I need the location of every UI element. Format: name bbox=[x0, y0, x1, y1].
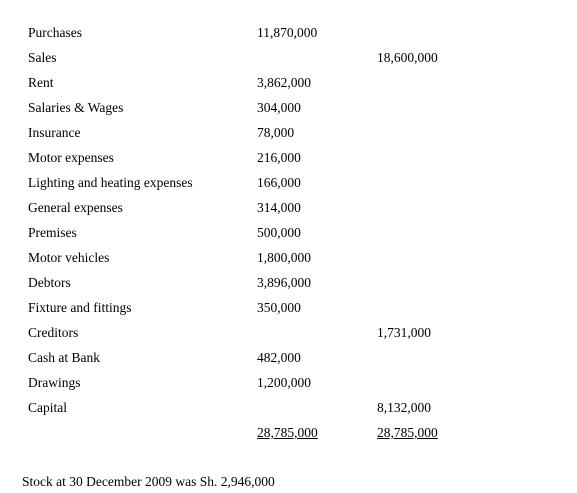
debit-amount: 482,000 bbox=[257, 350, 301, 365]
account-name: Debtors bbox=[28, 275, 71, 290]
credit-amount: 18,600,000 bbox=[377, 50, 438, 65]
table-row bbox=[0, 375, 577, 395]
account-name: Fixture and fittings bbox=[28, 300, 132, 315]
table-row bbox=[0, 150, 577, 170]
table-row bbox=[0, 400, 577, 420]
account-name: Salaries & Wages bbox=[28, 100, 124, 115]
table-row bbox=[0, 175, 577, 195]
account-name: Motor vehicles bbox=[28, 250, 110, 265]
table-row bbox=[0, 275, 577, 295]
table-row bbox=[0, 350, 577, 370]
stock-note: Stock at 30 December 2009 was Sh. 2,946,000 bbox=[22, 474, 275, 489]
debit-amount: 304,000 bbox=[257, 100, 301, 115]
debit-amount: 350,000 bbox=[257, 300, 301, 315]
debit-amount: 314,000 bbox=[257, 200, 301, 215]
debit-amount: 500,000 bbox=[257, 225, 301, 240]
table-row bbox=[0, 125, 577, 145]
account-name: Cash at Bank bbox=[28, 350, 100, 365]
debit-amount: 1,200,000 bbox=[257, 375, 311, 390]
table-row bbox=[0, 25, 577, 45]
credit-amount: 1,731,000 bbox=[377, 325, 431, 340]
account-name: Creditors bbox=[28, 325, 79, 340]
account-name: Purchases bbox=[28, 25, 82, 40]
table-row bbox=[0, 325, 577, 345]
debit-amount: 1,800,000 bbox=[257, 250, 311, 265]
account-name: Premises bbox=[28, 225, 77, 240]
credit-total: 28,785,000 bbox=[377, 425, 438, 440]
credit-amount: 8,132,000 bbox=[377, 400, 431, 415]
account-name: Lighting and heating expenses bbox=[28, 175, 193, 190]
account-name: Rent bbox=[28, 75, 54, 90]
account-name: Motor expenses bbox=[28, 150, 114, 165]
debit-amount: 216,000 bbox=[257, 150, 301, 165]
table-row bbox=[0, 300, 577, 320]
account-name: Insurance bbox=[28, 125, 81, 140]
debit-amount: 11,870,000 bbox=[257, 25, 318, 40]
account-name: General expenses bbox=[28, 200, 123, 215]
account-name: Capital bbox=[28, 400, 67, 415]
debit-amount: 166,000 bbox=[257, 175, 301, 190]
debit-amount: 78,000 bbox=[257, 125, 295, 140]
totals-row bbox=[0, 425, 577, 445]
debit-amount: 3,862,000 bbox=[257, 75, 311, 90]
table-row bbox=[0, 50, 577, 70]
debit-amount: 3,896,000 bbox=[257, 275, 311, 290]
debit-total: 28,785,000 bbox=[257, 425, 318, 440]
table-row bbox=[0, 200, 577, 220]
account-name: Sales bbox=[28, 50, 57, 65]
table-row bbox=[0, 250, 577, 270]
table-row bbox=[0, 225, 577, 245]
account-name: Drawings bbox=[28, 375, 81, 390]
table-row bbox=[0, 75, 577, 95]
table-row bbox=[0, 100, 577, 120]
